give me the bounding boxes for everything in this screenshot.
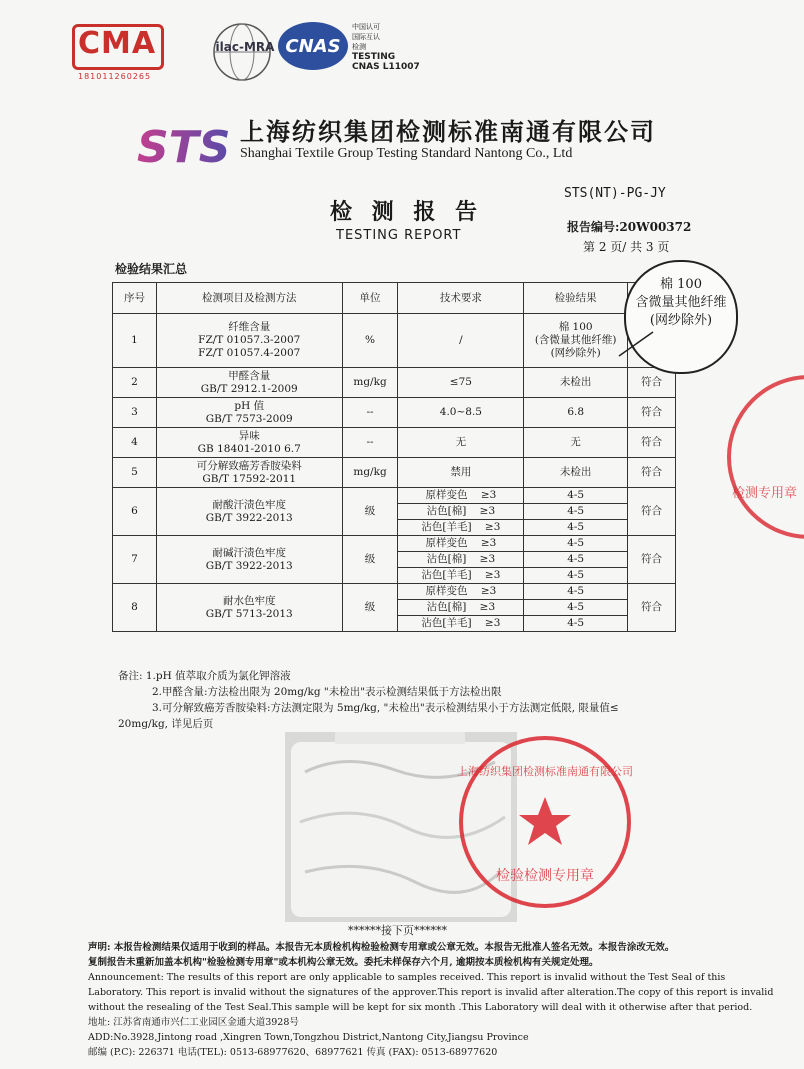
sub-result: 4-5 [524, 568, 628, 584]
sub-result: 4-5 [524, 552, 628, 568]
results-table [112, 282, 676, 632]
result: 棉 100 (含微量其他纤维) (网纱除外) [524, 314, 628, 368]
announcement-line: Announcement: The results of this report are only applicable to samples received. This report is invalid without the Test Seal of this [88, 972, 726, 983]
official-seal [458, 735, 633, 910]
table-row [113, 488, 676, 504]
col-header: 检验结果 [524, 283, 628, 314]
judgement: 符合 [628, 536, 676, 584]
notes [118, 668, 693, 732]
cnas-accreditation-text [352, 22, 420, 72]
statement-line: 复制报告未重新加盖本机构"检验检测专用章"或本机构公章无效。委托未样保存六个月, 逾期按本质检机构有关规定处理。 [88, 957, 599, 968]
unit: -- [342, 398, 398, 428]
result: 未检出 [524, 458, 628, 488]
note-line: 20mg/kg, 详见后页 [118, 718, 214, 730]
cma-logo [72, 22, 172, 82]
table-row [113, 536, 676, 552]
test-item: 耐水色牢度 GB/T 5713-2013 [156, 584, 342, 632]
address-line: ADD:No.3928,Jintong road ,Xingren Town,Tongzhou District,Nantong City,Jiangsu Province [88, 1032, 529, 1043]
unit: mg/kg [342, 368, 398, 398]
col-header: 检测项目及检测方法 [156, 283, 342, 314]
side-seal [724, 372, 804, 542]
note-line: 3.可分解致癌芳香胺染料:方法测定限为 5mg/kg, "未检出"表示检测结果小于方法测定低限, 限量值≤ [152, 702, 619, 714]
result: 6.8 [524, 398, 628, 428]
note-line: 2.甲醛含量:方法检出限为 20mg/kg "未检出"表示检测结果低于方法检出限 [152, 686, 502, 698]
requirement: ≤75 [398, 368, 524, 398]
judgement: 符合 [628, 398, 676, 428]
cnas-emblem-icon [276, 20, 350, 72]
cnas-line: 检测 [352, 43, 366, 51]
requirement: 4.0~8.5 [398, 398, 524, 428]
table-row [113, 368, 676, 398]
test-item: 耐酸汗渍色牢度 GB/T 3922-2013 [156, 488, 342, 536]
cnas-line: 国际互认 [352, 33, 380, 41]
address-line: 地址: 江苏省南通市兴仁工业园区金通大道3928号 [88, 1017, 299, 1028]
continue-marker: ******接下页****** [348, 924, 447, 937]
test-item: pH 值 GB/T 7573-2009 [156, 398, 342, 428]
sts-logo [135, 118, 231, 172]
sub-requirement: 沾色[羊毛] ≥3 [398, 520, 524, 536]
ilac-mra-logo [210, 20, 274, 84]
result: 无 [524, 428, 628, 458]
test-item: 纤维含量 FZ/T 01057.3-2007 FZ/T 01057.4-2007 [156, 314, 342, 368]
report-code: STS(NT)-PG-JY [564, 186, 666, 201]
announcement-line: Laboratory. This report is invalid without the signatures of the approver.This report is invalid after alteration.The copy of this report is invalid [88, 987, 774, 998]
row-number: 4 [113, 428, 157, 458]
row-number: 6 [113, 488, 157, 536]
sub-requirement: 沾色[羊毛] ≥3 [398, 568, 524, 584]
table-row [113, 314, 676, 368]
unit: -- [342, 428, 398, 458]
unit: 级 [342, 536, 398, 584]
cnas-line: TESTING [352, 52, 396, 62]
judgement: 符合 [628, 428, 676, 458]
sub-requirement: 沾色[棉] ≥3 [398, 504, 524, 520]
report-title-cn: 检 测 报 告 [330, 200, 483, 225]
row-number: 2 [113, 368, 157, 398]
note-line: 备注: 1.pH 值萃取介质为氯化钾溶液 [118, 670, 291, 682]
test-item: 可分解致癌芳香胺染料 GB/T 17592-2011 [156, 458, 342, 488]
sub-result: 4-5 [524, 536, 628, 552]
test-item: 甲醛含量 GB/T 2912.1-2009 [156, 368, 342, 398]
row-number: 8 [113, 584, 157, 632]
cnas-label: CNAS [285, 36, 341, 57]
col-header: 序号 [113, 283, 157, 314]
side-seal-text: 检测专用章 [732, 486, 798, 501]
table-row [113, 428, 676, 458]
magnifier-line: 含微量其他纤维 [635, 295, 727, 310]
judgement: 符合 [628, 584, 676, 632]
sub-requirement: 沾色[棉] ≥3 [398, 600, 524, 616]
page-indicator: 第 2 页/ 共 3 页 [583, 240, 670, 254]
cma-number: 181011260265 [78, 72, 152, 81]
contact-line: 邮编 (P.C): 226371 电话(TEL): 0513-68977620、68977621 传真 (FAX): 0513-68977620 [88, 1047, 498, 1058]
seal-sub-text: 检验检测专用章 [496, 868, 594, 884]
sub-result: 4-5 [524, 584, 628, 600]
announcement-line: without the resealing of the Test Seal.This sample will be kept for six month .This Laboratory will deal with it otherwise after that period. [88, 1002, 753, 1013]
sub-requirement: 原样变色 ≥3 [398, 488, 524, 504]
col-header: 技术要求 [398, 283, 524, 314]
callout-pointer-icon [615, 330, 655, 360]
unit: 级 [342, 584, 398, 632]
sts-logo-text: STS [137, 122, 231, 173]
statement-line: 声明: 本报告检测结果仅适用于收到的样品。本报告无本质检机构检验检测专用章或公章无效。本报告无批准人签名无效。本报告涂改无效。 [88, 942, 675, 953]
magnifier-line: (网纱除外) [649, 313, 713, 328]
ilac-label: ilac-MRA [215, 40, 275, 54]
judgement: 符合 [628, 458, 676, 488]
test-item: 异味 GB 18401-2010 6.7 [156, 428, 342, 458]
seal-text: 上海纺织集团检测标准南通有限公司 [457, 765, 633, 778]
requirement: 禁用 [398, 458, 524, 488]
seal-star-icon [458, 735, 633, 910]
sub-requirement: 沾色[羊毛] ≥3 [398, 616, 524, 632]
report-number: 报告编号:20W00372 [567, 220, 692, 234]
unit: mg/kg [342, 458, 398, 488]
magnifier-line: 棉 100 [660, 277, 702, 292]
table-row [113, 584, 676, 600]
sub-requirement: 沾色[棉] ≥3 [398, 552, 524, 568]
cnas-logo [276, 20, 350, 72]
company-name-en: Shanghai Textile Group Testing Standard Nantong Co., Ltd [240, 146, 573, 161]
judgement: 符合 [628, 368, 676, 398]
sub-requirement: 原样变色 ≥3 [398, 536, 524, 552]
section-title: 检验结果汇总 [115, 262, 188, 276]
col-header: 单位 [342, 283, 398, 314]
table-row [113, 398, 676, 428]
requirement: / [398, 314, 524, 368]
unit: 级 [342, 488, 398, 536]
cma-label: CMA [78, 26, 157, 61]
table-header-row [113, 283, 676, 314]
company-name-cn: 上海纺织集团检测标准南通有限公司 [240, 118, 656, 146]
sub-result: 4-5 [524, 520, 628, 536]
table-row [113, 458, 676, 488]
judgement: 符合 [628, 488, 676, 536]
sub-result: 4-5 [524, 616, 628, 632]
sub-result: 4-5 [524, 488, 628, 504]
sts-logo-icon [135, 118, 231, 172]
test-item: 耐碱汗渍色牢度 GB/T 3922-2013 [156, 536, 342, 584]
cnas-line: 中国认可 [352, 23, 380, 31]
sub-requirement: 原样变色 ≥3 [398, 584, 524, 600]
row-number: 7 [113, 536, 157, 584]
row-number: 5 [113, 458, 157, 488]
requirement: 无 [398, 428, 524, 458]
sub-result: 4-5 [524, 600, 628, 616]
sub-result: 4-5 [524, 504, 628, 520]
side-seal-icon [724, 372, 804, 542]
footer [88, 940, 774, 1060]
result: 未检出 [524, 368, 628, 398]
unit: % [342, 314, 398, 368]
row-number: 1 [113, 314, 157, 368]
cnas-line: CNAS L11007 [352, 62, 420, 72]
row-number: 3 [113, 398, 157, 428]
report-title-en: TESTING REPORT [336, 228, 462, 243]
